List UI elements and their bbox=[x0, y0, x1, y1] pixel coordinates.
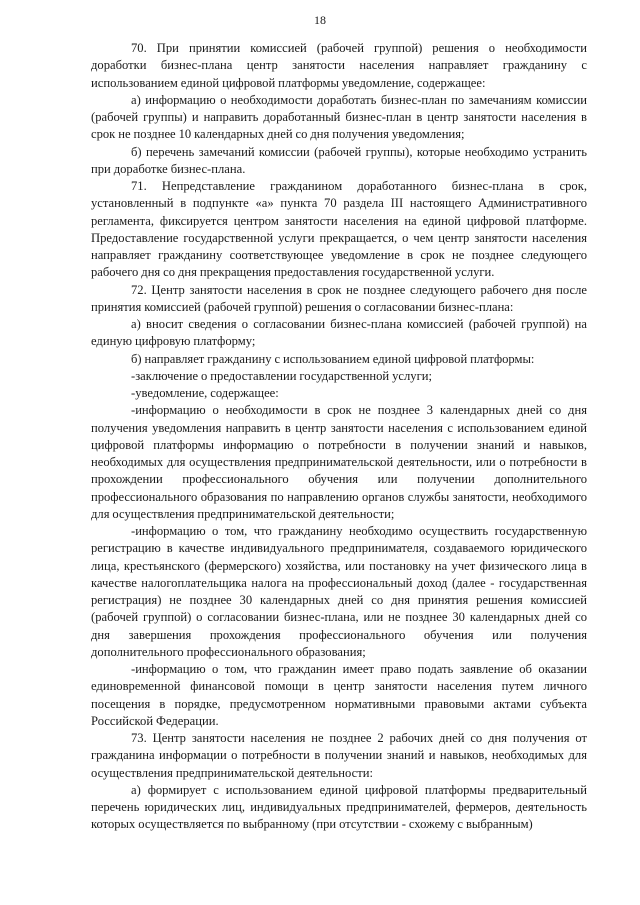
paragraph-70-b: б) перечень замечаний комиссии (рабочей группы), которые необходимо устранить при доработке бизнес-плана. bbox=[91, 144, 587, 176]
paragraph-73: 73. Центр занятости населения не позднее 2 рабочих дней со дня получения от гражданина информации о потребности в получении знаний и навыков, необходимых для осуществления предпринимательской деятельности: bbox=[91, 731, 587, 780]
page-number: 18 bbox=[314, 13, 326, 27]
list-item-info-financial-aid: -информацию о том, что гражданин имеет право подать заявление об оказании единовременной финансовой помощи в центр занятости населения путем личного посещения в порядке, предусмотренном нормативными правовыми актами субъекта Российской Федерации. bbox=[91, 662, 587, 728]
list-item-notification: -уведомление, содержащее: bbox=[131, 386, 279, 400]
list-item-conclusion: -заключение о предоставлении государственной услуги; bbox=[131, 368, 432, 383]
paragraph-70: 70. При принятии комиссией (рабочей группой) решения о необходимости доработки бизнес-плана центр занятости населения направляет гражданину с использованием единой цифровой платформы уведомление, содержащее: bbox=[91, 41, 587, 90]
paragraph-70-a: а) информацию о необходимости доработать бизнес-план по замечаниям комиссии (рабочей группы) и направить доработанный бизнес-план в центр занятости населения в срок не позднее 10 календарных дней со дня получения уведомления; bbox=[91, 92, 587, 142]
list-item-info-registration: -информацию о том, что гражданину необходимо осуществить государственную регистрацию в качестве индивидуального предпринимателя, создаваемого юридического лица, крестьянского (фермерского) хозяйства, или постановку на учет физического лица в качестве налогоплательщика налога на профессиональный доход (далее - государственная регистрация) не позднее 30 календарных дней со дня принятия решения комиссией (рабочей группой) о согласовании бизнес-плана, или не позднее 30 календарных дней со дня завершения прохождения профессионального обучения или получения дополнительного профессионального образования; bbox=[91, 524, 587, 659]
list-item-info-training: -информацию о необходимости в срок не позднее 3 календарных дней со дня получения уведомления направить в центр занятости населения с использованием единой цифровой платформы информацию о потребности в получении знаний и навыков, необходимых для осуществления предпринимательской деятельности, или о потребности в прохождении профессионального обучения или получении дополнительного профессионального образования по направлению органов службы занятости, необходимого для осуществления предпринимательской деятельности; bbox=[91, 403, 587, 521]
paragraph-73-a: а) формирует с использованием единой цифровой платформы предварительный перечень юридических лиц, индивидуальных предпринимателей, фермеров, деятельность которых осуществляется по выбранному (при отсутствии - схожему с выбранным) bbox=[91, 782, 587, 832]
paragraph-72-b: б) направляет гражданину с использованием единой цифровой платформы: bbox=[131, 351, 535, 366]
paragraph-72-a: а) вносит сведения о согласовании бизнес-плана комиссией (рабочей группой) на единую цифровую платформу; bbox=[91, 317, 587, 349]
document-body bbox=[91, 40, 587, 834]
paragraph-71: 71. Непредставление гражданином доработанного бизнес-плана в срок, установленный в подпункте «а» пункта 70 раздела III настоящего Административного регламента, фиксируется центром занятости населения на единой цифровой платформе. Предоставление государственной услуги прекращается, о чем центр занятости населения направляет гражданину соответствующее уведомление в срок не позднее следующего рабочего дня со дня прекращения предоставления государственной услуги. bbox=[91, 179, 587, 280]
paragraph-72: 72. Центр занятости населения в срок не позднее следующего рабочего дня после принятия комиссией (рабочей группой) решения о согласовании бизнес-плана: bbox=[91, 282, 587, 314]
